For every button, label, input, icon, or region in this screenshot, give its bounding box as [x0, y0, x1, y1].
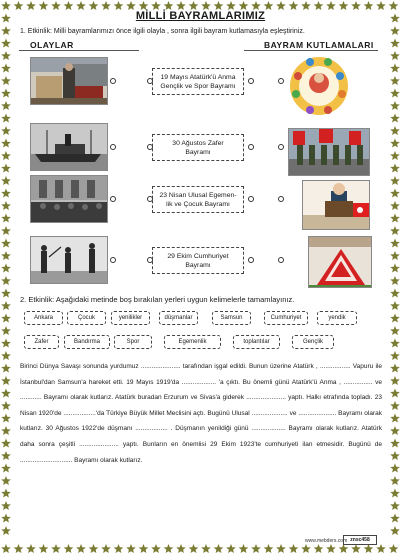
- border-star: [376, 544, 386, 553]
- border-star: [390, 26, 400, 35]
- border-star: [390, 351, 400, 360]
- border-star: [289, 1, 299, 10]
- celebrations-heading-rule: [244, 50, 378, 51]
- border-star: [390, 76, 400, 85]
- word-bank-b-2[interactable]: Bandırma: [64, 335, 110, 349]
- border-star: [289, 544, 299, 553]
- border-star: [389, 1, 399, 10]
- holiday-right-dot-3[interactable]: [248, 196, 254, 202]
- border-star: [139, 544, 149, 553]
- border-star: [101, 1, 111, 10]
- border-star: [301, 544, 311, 553]
- border-star: [1, 389, 11, 398]
- border-star: [1, 464, 11, 473]
- word-bank-a-2[interactable]: Çocuk: [67, 311, 106, 325]
- holiday-box-4: [152, 247, 244, 274]
- border-star: [1, 339, 11, 348]
- border-star: [126, 544, 136, 553]
- border-star: [390, 289, 400, 298]
- border-star: [390, 214, 400, 223]
- border-star: [390, 414, 400, 423]
- word-bank-a-1[interactable]: Ankara: [24, 311, 63, 325]
- border-star: [376, 1, 386, 10]
- border-star: [89, 1, 99, 10]
- border-star: [390, 239, 400, 248]
- border-star: [251, 1, 261, 10]
- border-star: [1, 544, 11, 553]
- border-star: [390, 439, 400, 448]
- holiday-right-dot-1[interactable]: [248, 78, 254, 84]
- border-star: [390, 339, 400, 348]
- holiday-right-dot-2[interactable]: [248, 144, 254, 150]
- border-star: [390, 376, 400, 385]
- border-star: [1, 226, 11, 235]
- footer-badge: znsc458: [343, 535, 377, 545]
- holiday-box-1-line2: Gençlik ve Spor Bayramı: [160, 83, 236, 90]
- border-star: [214, 1, 224, 10]
- border-star: [114, 1, 124, 10]
- fill-in-paragraph: Birinci Dünya Savaşı sonunda yurdumuz ...................... tarafından işgal edildi. Bunun üzerine Atatürk , ................. Vapuru ile İstanbul'dan Samsun'a hareket etti. 19 Mayıs 1919'da ................... 'a çıktı. Bu önemli günü Atatürk'ü Anma , ................ ve ............ Bayramı olarak kutlarız. Atatürk buradan Erzurum ve Sivas'a giderek ...................... yaptı. Halkı etrafında topladı. 23 Nisan 1920'de ..................'da Türkiye Büyük Millet Meclisini açtı. Bugünü Ulusal .................... ve ..................... Bayramı olarak kutlarız. 30 Ağustos 1922'de düşmanı .................. . Düşmanın yenildiği günü ................... Bayramı olarak kutlarız. Atatürk daha sonra çeşitli ...................... yaptı. Bunların en önemlisi 29 Ekim 1923'te cumhuriyeti ilan etmesidir. Bugünü de ............................. Bayramı olarak kutlarız.: [20, 363, 382, 464]
- holiday-box-2: [152, 134, 244, 161]
- border-star: [164, 1, 174, 10]
- holiday-box-3: [152, 186, 244, 213]
- border-star: [26, 544, 36, 553]
- border-star: [126, 1, 136, 10]
- border-star: [1, 276, 11, 285]
- border-star: [201, 544, 211, 553]
- border-star: [1, 101, 11, 110]
- page-title: MİLLİ BAYRAMLARIMIZ: [135, 10, 266, 22]
- event-photo-assembly: [30, 175, 108, 223]
- events-heading-rule: [19, 50, 139, 51]
- celebrations-heading: BAYRAM KUTLAMALARI: [264, 40, 374, 50]
- border-star: [326, 544, 336, 553]
- border-star: [51, 544, 61, 553]
- border-star: [1, 526, 11, 535]
- border-star: [1, 326, 11, 335]
- border-star: [390, 501, 400, 510]
- activity1-instruction: 1. Etkinlik: Milli bayramlarımızı önce ilgili olayla , sonra ilgili bayram kutlamasıyla eşleştiriniz.: [20, 28, 305, 35]
- border-star: [151, 544, 161, 553]
- border-star: [189, 544, 199, 553]
- border-star: [390, 101, 400, 110]
- celebration-match-dot-3[interactable]: [278, 196, 284, 202]
- border-star: [390, 176, 400, 185]
- border-star: [14, 1, 24, 10]
- border-star: [1, 39, 11, 48]
- word-bank-b-3[interactable]: Spor: [114, 335, 152, 349]
- event-match-dot-1[interactable]: [110, 78, 116, 84]
- border-star: [1, 514, 11, 523]
- border-star: [1, 501, 11, 510]
- border-star: [390, 301, 400, 310]
- border-star: [251, 544, 261, 553]
- border-star: [339, 544, 349, 553]
- border-star: [351, 1, 361, 10]
- border-star: [390, 51, 400, 60]
- border-star: [1, 164, 11, 173]
- border-star: [390, 64, 400, 73]
- border-star: [390, 264, 400, 273]
- border-star: [14, 544, 24, 553]
- word-bank-b-1[interactable]: Zafer: [24, 335, 59, 349]
- border-star: [1, 201, 11, 210]
- border-star: [1, 176, 11, 185]
- celebration-match-dot-2[interactable]: [278, 144, 284, 150]
- holiday-right-dot-4[interactable]: [248, 257, 254, 263]
- border-star: [390, 151, 400, 160]
- border-star: [314, 544, 324, 553]
- event-photo-battle: [30, 236, 108, 284]
- border-star: [364, 1, 374, 10]
- border-star: [1, 289, 11, 298]
- border-star: [351, 544, 361, 553]
- holiday-box-3-line2: lik ve Çocuk Bayramı: [166, 201, 230, 208]
- events-heading: OLAYLAR: [30, 40, 74, 50]
- word-bank-a-4[interactable]: düşmanlar: [159, 311, 198, 325]
- border-star: [1, 351, 11, 360]
- word-bank-a-3[interactable]: yenilikler: [111, 311, 150, 325]
- border-star: [1, 451, 11, 460]
- border-star: [1, 89, 11, 98]
- border-star: [1, 51, 11, 60]
- border-star: [189, 1, 199, 10]
- border-star: [164, 544, 174, 553]
- celebration-match-dot-4[interactable]: [278, 257, 284, 263]
- border-star: [1, 151, 11, 160]
- holiday-box-1: [152, 68, 244, 95]
- event-match-dot-4[interactable]: [110, 257, 116, 263]
- border-star: [1, 364, 11, 373]
- word-bank-b-6[interactable]: Gençlik: [292, 335, 334, 349]
- border-star: [389, 544, 399, 553]
- border-star: [26, 1, 36, 10]
- border-star: [51, 1, 61, 10]
- border-star: [1, 314, 11, 323]
- border-star: [390, 326, 400, 335]
- border-star: [1, 189, 11, 198]
- border-star: [39, 1, 49, 10]
- border-star: [1, 26, 11, 35]
- border-star: [301, 1, 311, 10]
- border-star: [390, 464, 400, 473]
- border-star: [390, 314, 400, 323]
- border-star: [1, 489, 11, 498]
- border-star: [390, 514, 400, 523]
- border-star: [1, 64, 11, 73]
- event-match-dot-3[interactable]: [110, 196, 116, 202]
- border-star: [226, 1, 236, 10]
- border-star: [390, 426, 400, 435]
- celebration-photo-stadium: [308, 236, 372, 288]
- border-star: [1, 401, 11, 410]
- border-star: [390, 226, 400, 235]
- border-star: [1, 439, 11, 448]
- border-star: [276, 544, 286, 553]
- border-star: [76, 1, 86, 10]
- border-star: [1, 76, 11, 85]
- border-star: [390, 276, 400, 285]
- holiday-box-3-line1: 23 Nisan Ulusal Egemen-: [159, 192, 237, 199]
- word-bank-b-4[interactable]: Egemenlik: [164, 335, 221, 349]
- border-star: [1, 239, 11, 248]
- border-star: [239, 1, 249, 10]
- border-star: [390, 89, 400, 98]
- border-star: [64, 1, 74, 10]
- holiday-box-4-line2: Bayramı: [185, 262, 211, 269]
- border-star: [390, 476, 400, 485]
- holiday-box-2-line1: 30 Ağustos Zafer: [172, 140, 224, 147]
- border-star: [390, 114, 400, 123]
- border-star: [151, 1, 161, 10]
- border-star: [390, 201, 400, 210]
- border-star: [64, 544, 74, 553]
- celebration-photo-children-circle: [288, 56, 350, 116]
- border-star: [1, 301, 11, 310]
- border-star: [114, 544, 124, 553]
- holiday-box-1-line1: 19 Mayıs Atatürk'ü Anma: [160, 74, 236, 81]
- border-star: [390, 139, 400, 148]
- activity2-instruction: 2. Etkinlik: Aşağıdaki metinde boş bırakılan yerleri uygun kelimelerle tamamlayınız.: [20, 295, 295, 304]
- border-star: [214, 544, 224, 553]
- border-star: [390, 39, 400, 48]
- border-star: [390, 189, 400, 198]
- border-star: [176, 544, 186, 553]
- border-star: [390, 126, 400, 135]
- border-star: [101, 544, 111, 553]
- celebration-photo-military-parade: [288, 128, 370, 176]
- border-star: [390, 364, 400, 373]
- border-star: [1, 426, 11, 435]
- holiday-box-2-line2: Bayramı: [185, 149, 211, 156]
- border-star: [364, 544, 374, 553]
- border-star: [264, 1, 274, 10]
- border-star: [1, 264, 11, 273]
- border-star: [1, 126, 11, 135]
- border-star: [1, 414, 11, 423]
- border-star: [39, 544, 49, 553]
- border-star: [239, 544, 249, 553]
- border-star: [390, 451, 400, 460]
- border-star: [89, 544, 99, 553]
- worksheet-content: [16, 10, 385, 545]
- border-star: [390, 164, 400, 173]
- border-star: [390, 14, 400, 23]
- border-star: [1, 139, 11, 148]
- border-star: [1, 14, 11, 23]
- celebration-photo-child-speech: [302, 180, 370, 230]
- border-star: [1, 476, 11, 485]
- border-star: [339, 1, 349, 10]
- border-star: [1, 1, 11, 10]
- footer-site: www.mebders.com: [305, 538, 348, 544]
- border-star: [139, 1, 149, 10]
- event-photo-steamship: [30, 123, 108, 171]
- border-star: [226, 544, 236, 553]
- border-star: [1, 114, 11, 123]
- border-star: [264, 544, 274, 553]
- holiday-box-4-line1: 29 Ekim Cumhuriyet: [167, 253, 229, 260]
- border-star: [176, 1, 186, 10]
- border-star: [1, 376, 11, 385]
- word-bank-a-6[interactable]: Cumhuriyet: [264, 311, 308, 325]
- border-star: [390, 401, 400, 410]
- border-star: [390, 489, 400, 498]
- word-bank-b-5[interactable]: toplantılar: [233, 335, 280, 349]
- border-star: [326, 1, 336, 10]
- border-star: [390, 251, 400, 260]
- border-star: [1, 251, 11, 260]
- border-star: [390, 389, 400, 398]
- border-star: [390, 526, 400, 535]
- celebration-match-dot-1[interactable]: [278, 78, 284, 84]
- event-match-dot-2[interactable]: [110, 144, 116, 150]
- border-star: [201, 1, 211, 10]
- border-star: [1, 214, 11, 223]
- word-bank-a-5[interactable]: Samsun: [212, 311, 251, 325]
- border-star: [314, 1, 324, 10]
- word-bank-a-7[interactable]: yendik: [317, 311, 357, 325]
- border-star: [76, 544, 86, 553]
- border-star: [276, 1, 286, 10]
- event-photo-congress: [30, 57, 108, 105]
